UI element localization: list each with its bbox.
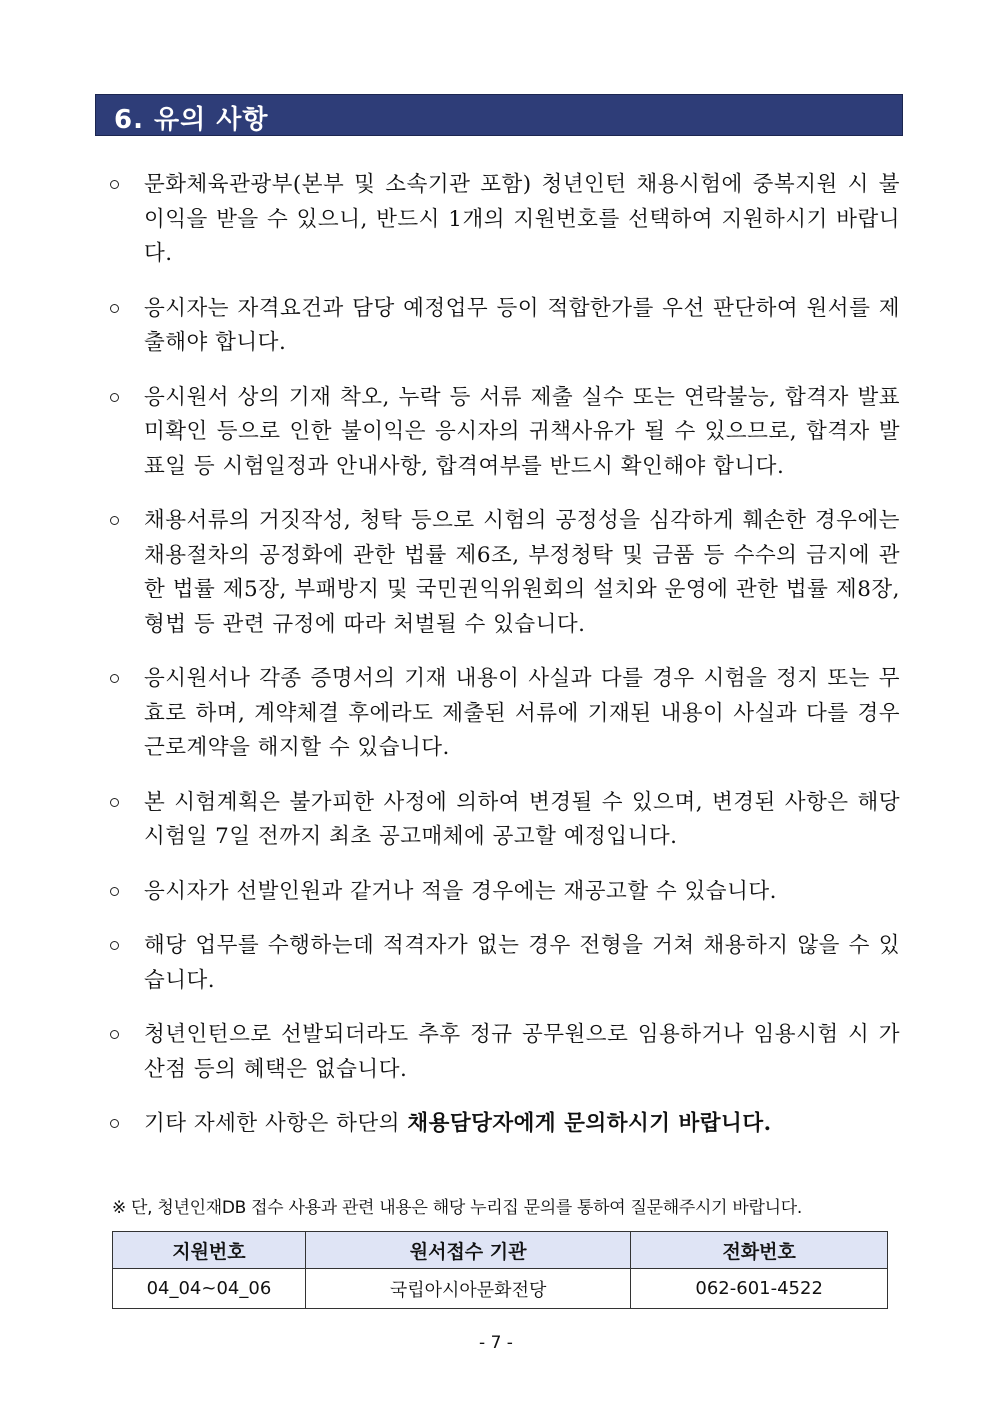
cell-phone-number: 062-601-4522	[631, 1269, 888, 1309]
contact-table	[112, 1231, 888, 1309]
table-header-row	[113, 1232, 888, 1269]
notice-text: 채용서류의 거짓작성, 청탁 등으로 시험의 공정성을 심각하게 훼손한 경우에는 채용절차의 공정화에 관한 법률 제6조, 부정청탁 및 금품 등 수수의 금지에 관한 법률 제5장, 부패방지 및 국민권익위원회의 설치와 운영에 관한 법률 제8장, 형법 등 관련 규정에 따라 처벌될 수 있습니다.	[144, 508, 900, 637]
circle-bullet-icon	[110, 393, 119, 402]
circle-bullet-icon	[110, 516, 119, 525]
page-number: - 7 -	[479, 1333, 513, 1353]
section-header	[95, 94, 903, 136]
circle-bullet-icon	[110, 304, 119, 313]
notice-item	[110, 1107, 900, 1142]
notice-item	[110, 292, 900, 361]
header-phone-number: 전화번호	[631, 1232, 888, 1269]
cell-receiving-agency: 국립아시아문화전당	[305, 1269, 630, 1309]
header-application-number: 지원번호	[113, 1232, 306, 1269]
notice-text: 청년인턴으로 선발되더라도 추후 정규 공무원으로 임용하거나 임용시험 시 가산점 등의 혜택은 없습니다.	[144, 1022, 900, 1082]
circle-bullet-icon	[110, 1030, 119, 1039]
notice-list	[110, 168, 900, 1142]
circle-bullet-icon	[110, 941, 119, 950]
notice-item	[110, 168, 900, 272]
notice-item	[110, 875, 900, 910]
notice-item	[110, 786, 900, 855]
section-title: 6. 유의 사항	[114, 105, 269, 135]
notice-item	[110, 1018, 900, 1087]
notice-item	[110, 381, 900, 485]
notice-text: 응시자는 자격요건과 담당 예정업무 등이 적합한가를 우선 판단하여 원서를 제출해야 합니다.	[144, 295, 900, 355]
notice-item	[110, 662, 900, 766]
circle-bullet-icon	[110, 180, 119, 189]
circle-bullet-icon	[110, 798, 119, 807]
notice-text: 문화체육관광부(본부 및 소속기관 포함) 청년인턴 채용시험에 중복지원 시 불이익을 받을 수 있으니, 반드시 1개의 지원번호를 선택하여 지원하시기 바랍니다.	[144, 172, 900, 266]
notice-text: 해당 업무를 수행하는데 적격자가 없는 경우 전형을 거쳐 채용하지 않을 수 있습니다.	[144, 933, 900, 993]
notice-text: 응시자가 선발인원과 같거나 적을 경우에는 재공고할 수 있습니다.	[144, 878, 777, 904]
notice-text: 본 시험계획은 불가피한 사정에 의하여 변경될 수 있으며, 변경된 사항은 해당 시험일 7일 전까지 최초 공고매체에 공고할 예정입니다.	[144, 789, 900, 849]
table-row	[113, 1269, 888, 1309]
notice-text: 기타 자세한 사항은 하단의	[144, 1111, 408, 1136]
circle-bullet-icon	[110, 1119, 119, 1128]
footnote: ※ 단, 청년인재DB 접수 사용과 관련 내용은 해당 누리집 문의를 통하여 질문해주시기 바랍니다.	[112, 1198, 802, 1218]
notice-text: 응시원서나 각종 증명서의 기재 내용이 사실과 다를 경우 시험을 정지 또는 무효로 하며, 계약체결 후에라도 제출된 서류에 기재된 내용이 사실과 다를 경우 근로계약을 해지할 수 있습니다.	[144, 666, 900, 760]
notice-item	[110, 929, 900, 998]
circle-bullet-icon	[110, 674, 119, 683]
notice-item	[110, 504, 900, 642]
header-receiving-agency: 원서접수 기관	[305, 1232, 630, 1269]
circle-bullet-icon	[110, 887, 119, 896]
notice-text: 응시원서 상의 기재 착오, 누락 등 서류 제출 실수 또는 연락불능, 합격자 발표 미확인 등으로 인한 불이익은 응시자의 귀책사유가 될 수 있으므로, 합격자 발표일 등 시험일정과 안내사항, 합격여부를 반드시 확인해야 합니다.	[144, 384, 900, 479]
cell-application-number: 04_04~04_06	[113, 1269, 306, 1309]
contact-emphasis: 채용담당자에게 문의하시기 바랍니다.	[407, 1111, 772, 1136]
